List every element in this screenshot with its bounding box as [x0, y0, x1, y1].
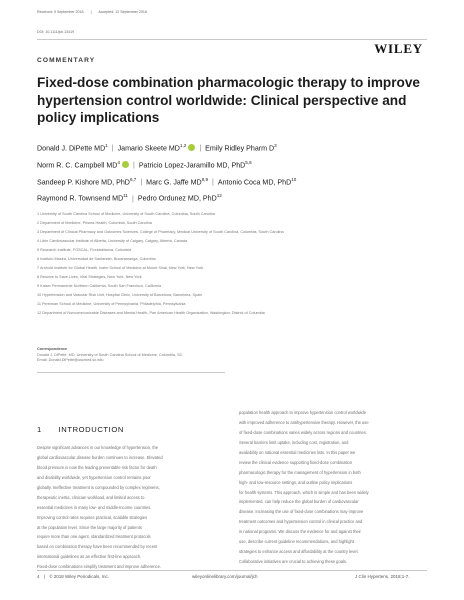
correspondence	[37, 347, 427, 364]
author-separator: |	[212, 177, 214, 186]
section-title: INTRODUCTION	[58, 425, 124, 434]
body-text-line: for health systems. This approach, which is simple and has been widely	[239, 489, 369, 495]
author-name: Sandeep P. Kishore MD, PhD	[37, 177, 130, 186]
author-affiliation-marker: 8,9	[201, 176, 209, 182]
page-number: 4	[37, 574, 40, 579]
author-name: Jamario Skeete MD	[117, 144, 180, 153]
orcid-icon[interactable]	[122, 161, 129, 168]
body-text-line: international guidelines as an effective first-line approach.	[37, 554, 142, 560]
body-column-left	[37, 443, 225, 572]
affiliation-item: 10 Hypertension and Vascular Risk Unit, Hospital Clinic, University of Barcelona, Barcelona, Spain	[37, 293, 203, 297]
correspondence-line: Donald J. DiPette, MD, University of South Carolina School of Medicine, Columbia, SC.	[37, 352, 184, 357]
body-text-line: in national programs. We discuss the evidence for and against their	[239, 529, 361, 535]
article-title: Fixed-dose combination pharmacologic therapy to improve hypertension control worldwide: Clinical perspective and policy implications	[37, 75, 420, 126]
author-affiliation-marker: 3	[274, 143, 277, 148]
footer-url[interactable]: wileyonlinelibrary.com/journal/jch	[192, 574, 258, 579]
author-name: Antonio Coca MD, PhD	[217, 177, 292, 186]
affiliation-item: 2 Department of Medicine, Prisma Health, Columbia, South Carolina	[37, 221, 152, 225]
received-date: Received: 9 September 2018	[37, 10, 84, 14]
section-rule	[37, 372, 225, 373]
affiliation-item: 8 Resolve to Save Lives, Vital Strategies, New York, New York	[37, 275, 142, 279]
article-category: COMMENTARY	[37, 57, 96, 64]
body-text-line: high- and low-resource settings, and outline policy implications	[239, 479, 353, 485]
section-heading	[37, 425, 124, 434]
body-text-line: use, describe current guideline recommendations, and highlight	[239, 539, 354, 545]
correspondence-email[interactable]: Email: Donald.DiPette@uscmed.sc.edu	[37, 358, 104, 363]
affiliation-item: 4 Libin Cardiovascular Institute of Alberta, University of Calgary, Calgary, Alberta, Canada	[37, 239, 188, 243]
body-text-line: strategies to enhance access and affordability at the country level.	[239, 549, 359, 555]
body-text-line: therapeutic inertia, clinician workload, and limited access to	[37, 494, 145, 500]
affiliations	[37, 210, 432, 318]
affiliation-item: 3 Department of Clinical Pharmacy and Outcomes Sciences, College of Pharmacy, Medical University of South Carolina, Columbia, South Carolina	[37, 230, 284, 234]
author-separator: |	[199, 144, 202, 153]
body-text-line: review the clinical evidence supporting fixed-dose combination	[239, 459, 353, 465]
body-text-line: and disability worldwide, yet hypertension control remains poor	[37, 474, 151, 480]
body-text-line: Fixed-dose combinations simplify treatment and improve adherence.	[37, 564, 162, 570]
body-text-line: Collaborative initiatives are crucial to achieving these goals.	[239, 559, 348, 565]
body-text-line: require more than one agent, standardized treatment protocols	[37, 534, 151, 540]
body-text-line: at the population level. Since the large majority of patients	[37, 524, 142, 530]
author-name: Norm R. C. Campbell MD	[37, 161, 118, 170]
section-number: 1	[37, 425, 42, 434]
body-text-line: with improved adherence to antihypertensive therapy. However, the use	[239, 419, 369, 425]
author-list	[37, 139, 437, 206]
author-affiliation-marker: 4	[117, 159, 120, 165]
author-name: Patricio Lopez-Jaramillo MD, PhD	[138, 161, 246, 170]
author-line	[37, 156, 437, 173]
footer-copyright: © 2018 Wiley Periodicals, Inc.	[49, 574, 110, 579]
body-text-line: Improving control rates requires practical, scalable strategies	[37, 514, 148, 520]
footer-left: 4 | © 2018 Wiley Periodicals, Inc.	[37, 574, 110, 579]
author-name: Emily Ridley Pharm D	[205, 144, 275, 153]
body-text-line: essential medicines in many low- and middle-income countries.	[37, 504, 152, 510]
affiliation-item: 9 Kaiser Permanente Northern California, South San Francisco, California	[37, 284, 162, 288]
author-name: Pedro Ordunez MD, PhD	[137, 194, 217, 203]
author-name: Raymond R. Townsend MD	[37, 194, 124, 203]
author-affiliation-marker: 6,7	[129, 176, 137, 182]
affiliation-item: 5 Research Institute, FOSCAL, Floridablanca, Colombia	[37, 248, 132, 252]
body-text-line: population health approach to improve hypertension control worldwide	[239, 410, 366, 415]
author-affiliation-marker: 12	[216, 193, 222, 199]
author-line	[37, 139, 437, 156]
body-text-line: availability on national essential medicines lists. In this paper we	[239, 449, 356, 455]
affiliation-item: 12 Department of Noncommunicable Diseases and Mental Health, Pan American Health Organization, Washington, District of Columbia	[37, 311, 265, 315]
author-affiliation-marker: 10	[291, 176, 297, 182]
accepted-date: Accepted: 12 September 2018	[98, 10, 147, 14]
author-line	[37, 173, 437, 190]
publisher-logo: WILEY	[374, 41, 423, 56]
footer-journal: J Clin Hypertens. 2018;1-7.	[355, 574, 410, 579]
affiliation-item: 7 Arnhold Institute for Global Health, Icahn School of Medicine at Mount Sinai, New York, New York	[37, 266, 204, 270]
author-separator: |	[132, 161, 135, 170]
author-affiliation-marker: 5,6	[245, 159, 252, 165]
author-separator: |	[140, 177, 143, 186]
body-text-line: implemented, can help reduce the global burden of cardiovascular	[239, 499, 359, 505]
author-affiliation-marker: 11	[123, 193, 128, 199]
body-text-line: globally. Ineffective treatment is compounded by complex regimens,	[37, 484, 160, 490]
author-name: Marc G. Jaffe MD	[146, 177, 202, 186]
affiliation-item: 11 Perelman School of Medicine, University of Pennsylvania, Philadelphia, Pennsylvania	[37, 302, 186, 306]
body-text-line: global cardiovascular disease burden continues to increase. Elevated	[37, 454, 163, 460]
body-column-right	[239, 408, 427, 567]
body-text-line: based on combination therapy have been recommended by recent	[37, 544, 158, 550]
body-text-line: Several barriers limit uptake, including cost, registration, and	[239, 439, 349, 445]
doi[interactable]: DOI: 10.1111/jch.13419	[37, 30, 75, 34]
body-text-line: pharmacologic therapy for the management of hypertension in both	[239, 469, 361, 475]
footer-rule	[37, 570, 427, 571]
author-separator: |	[111, 144, 114, 153]
header-rule	[37, 39, 427, 40]
header-meta: Received: 9 September 2018 | Accepted: 12 September 2018	[37, 10, 147, 14]
body-text-line: disease. Increasing the use of fixed-dose combinations may improve	[239, 509, 364, 515]
author-name: Donald J. DiPette MD	[37, 144, 106, 153]
author-affiliation-marker: 1	[105, 143, 108, 148]
author-separator: |	[132, 194, 134, 203]
body-text-line: of fixed-dose combinations varies widely across regions and countries.	[239, 429, 367, 435]
affiliation-item: 1 University of South Carolina School of Medicine, University of South Carolina, Columbia, South Carolina	[37, 212, 215, 216]
correspondence-heading: Correspondence	[37, 347, 68, 351]
author-affiliation-marker: 1,2	[179, 143, 187, 148]
affiliation-item: 6 Instituto Masira, Universidad de Santander, Bucaramanga, Colombia	[37, 257, 156, 261]
body-text-line: Despite significant advances in our knowledge of hypertension, the	[37, 445, 159, 450]
author-line	[37, 189, 437, 206]
body-text-line: blood pressure is now the leading preventable risk factor for death	[37, 464, 157, 470]
body-text-line: treatment outcomes and hypertension control in clinical practice and	[239, 519, 363, 525]
